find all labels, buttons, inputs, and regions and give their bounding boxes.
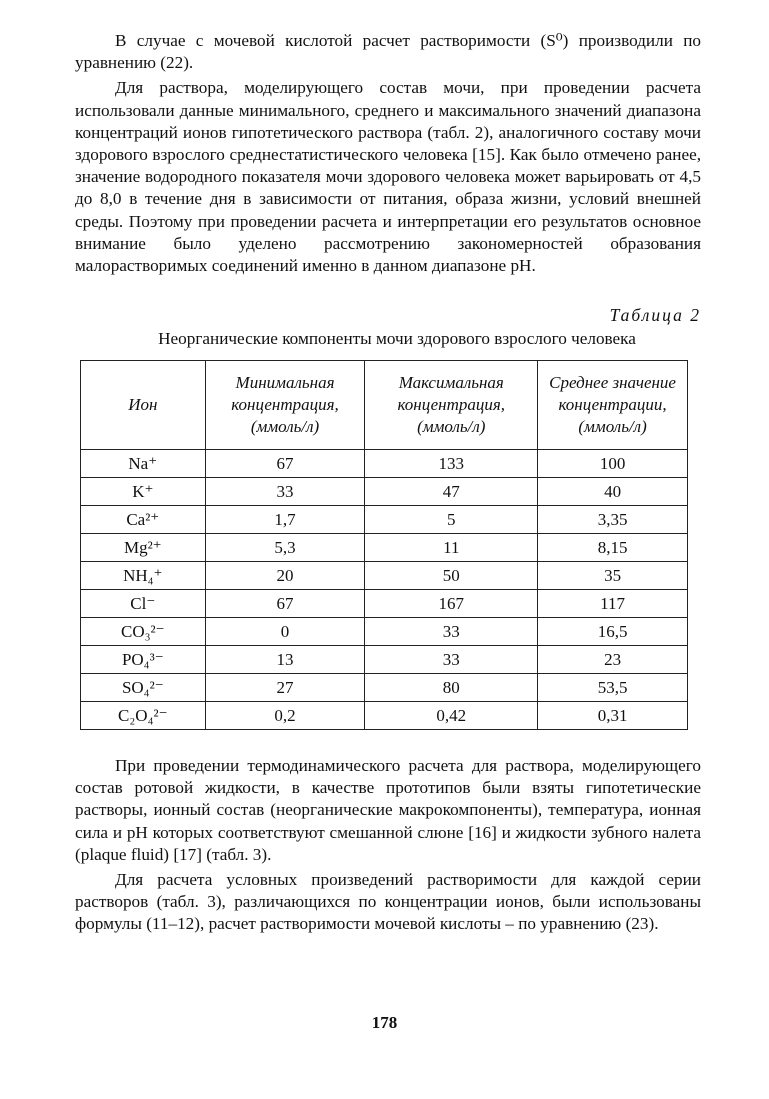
min-cell: 27 <box>205 674 365 702</box>
avg-cell: 23 <box>538 646 688 674</box>
paragraph: В случае с мочевой кислотой расчет растворимости (S⁰) производили по уравнению (22). <box>75 31 701 73</box>
max-cell: 133 <box>365 450 538 478</box>
ion-cell: PO₄³⁻ <box>81 646 206 674</box>
ion-cell: NH₄⁺ <box>81 562 206 590</box>
avg-cell: 35 <box>538 562 688 590</box>
max-cell: 33 <box>365 646 538 674</box>
table-header-row <box>81 361 688 450</box>
avg-cell: 3,35 <box>538 506 688 534</box>
ion-cell: Cl⁻ <box>81 590 206 618</box>
min-cell: 0,2 <box>205 702 365 730</box>
table-row <box>81 702 688 730</box>
ion-cell: C₂O₄²⁻ <box>81 702 206 730</box>
header-ion: Ион <box>81 361 206 450</box>
max-cell: 11 <box>365 534 538 562</box>
table-row <box>81 618 688 646</box>
ion-concentration-table <box>80 360 688 730</box>
table-row <box>81 590 688 618</box>
table-title: Неорганические компоненты мочи здорового взрослого человека <box>158 329 636 348</box>
min-cell: 13 <box>205 646 365 674</box>
max-cell: 50 <box>365 562 538 590</box>
avg-cell: 53,5 <box>538 674 688 702</box>
min-cell: 0 <box>205 618 365 646</box>
header-max: Максимальная концентрация, (ммоль/л) <box>365 361 538 450</box>
max-cell: 167 <box>365 590 538 618</box>
ion-cell: Mg²⁺ <box>81 534 206 562</box>
max-cell: 80 <box>365 674 538 702</box>
min-cell: 67 <box>205 590 365 618</box>
table-row <box>81 646 688 674</box>
header-min: Минимальная концентрация, (ммоль/л) <box>205 361 365 450</box>
max-cell: 0,42 <box>365 702 538 730</box>
min-cell: 5,3 <box>205 534 365 562</box>
table-row <box>81 534 688 562</box>
ion-cell: SO₄²⁻ <box>81 674 206 702</box>
min-cell: 67 <box>205 450 365 478</box>
paragraph: При проведении термодинамического расчета для раствора, моделирующего состав ротовой жидкости, в качестве прототипов были взяты гипотетические растворы, ионный состав (неорганические макрокомпоненты), температура, ионная сила и pH которых соответствуют смешанной слюне [16] и жидкости зубного налета (plaque fluid) [17] (табл. 3). <box>75 756 701 864</box>
ion-cell: CO₃²⁻ <box>81 618 206 646</box>
min-cell: 20 <box>205 562 365 590</box>
avg-cell: 8,15 <box>538 534 688 562</box>
avg-cell: 117 <box>538 590 688 618</box>
max-cell: 5 <box>365 506 538 534</box>
table-row <box>81 562 688 590</box>
ion-cell: Ca²⁺ <box>81 506 206 534</box>
table-row <box>81 450 688 478</box>
avg-cell: 40 <box>538 478 688 506</box>
min-cell: 33 <box>205 478 365 506</box>
top-text <box>75 30 701 277</box>
paragraph: Для расчета условных произведений растворимости для каждой серии растворов (табл. 3), различающихся по концентрации ионов, были использованы формулы (11–12), расчет растворимости мочевой кислоты – по уравнению (23). <box>75 870 701 934</box>
table-label: Таблица 2 <box>609 305 701 325</box>
avg-cell: 16,5 <box>538 618 688 646</box>
table-row <box>81 478 688 506</box>
table-row <box>81 674 688 702</box>
paragraph: Для раствора, моделирующего состав мочи, при проведении расчета использовали данные минимального, среднего и максимального значений диапазона концентраций ионов гипотетического раствора (табл. 2), аналогичного составу мочи здорового взрослого среднестатистического человека [15]. Как было отмечено ранее, значение водородного показателя мочи здорового человека может варьировать от 4,5 до 8,0 в течение дня в зависимости от питания, образа жизни, условий внешней среды. Поэтому при проведении расчета и интерпретации его результатов основное внимание было уделено рассмотрению закономерностей образования малорастворимых соединений именно в данном диапазоне pH. <box>75 78 701 276</box>
bottom-text <box>75 755 701 936</box>
header-avg: Среднее значение концентрации, (ммоль/л) <box>538 361 688 450</box>
page-number: 178 <box>371 1013 398 1032</box>
max-cell: 33 <box>365 618 538 646</box>
ion-cell: Na⁺ <box>81 450 206 478</box>
table-row <box>81 506 688 534</box>
max-cell: 47 <box>365 478 538 506</box>
avg-cell: 0,31 <box>538 702 688 730</box>
min-cell: 1,7 <box>205 506 365 534</box>
avg-cell: 100 <box>538 450 688 478</box>
ion-cell: K⁺ <box>81 478 206 506</box>
